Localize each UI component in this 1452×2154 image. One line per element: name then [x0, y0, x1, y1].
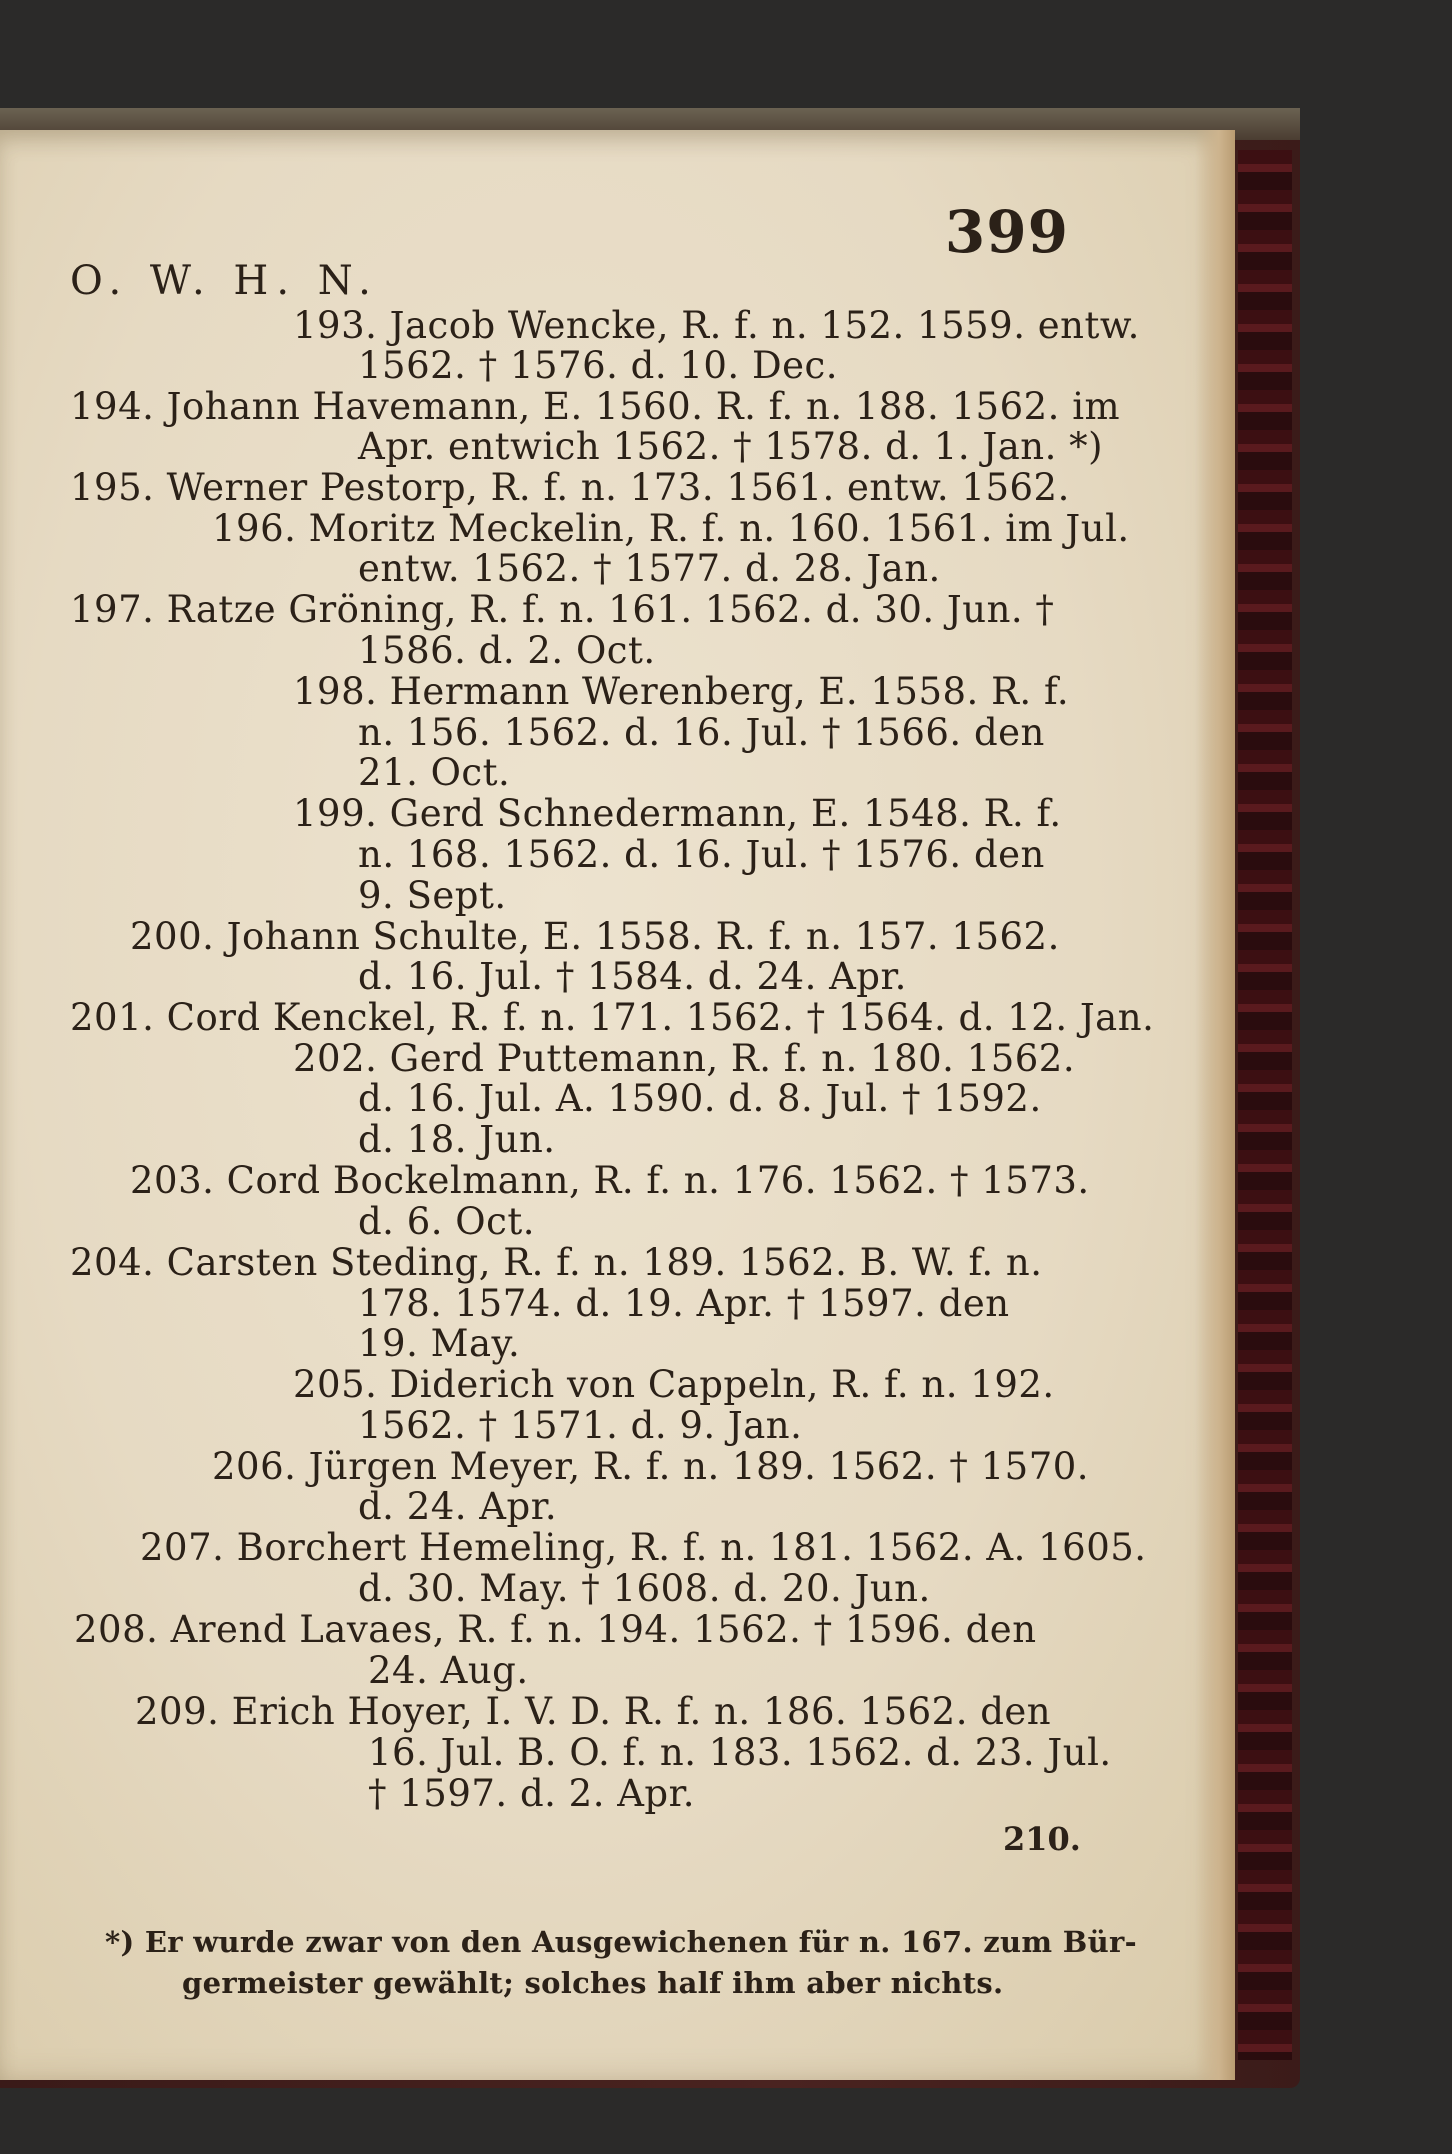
entry-line: Apr. entwich 1562. † 1578. d. 1. Jan. *)	[358, 425, 1104, 468]
entry-line: 206. Jürgen Meyer, R. f. n. 189. 1562. † 1570.	[212, 1445, 1090, 1488]
entry-line: † 1597. d. 2. Apr.	[368, 1772, 696, 1815]
entry-line: d. 16. Jul. † 1584. d. 24. Apr.	[358, 955, 907, 998]
entry-line: entw. 1562. † 1577. d. 28. Jan.	[358, 547, 941, 590]
entry-line: 209. Erich Hoyer, I. V. D. R. f. n. 186. 1562. den	[135, 1690, 1052, 1733]
entry-line: d. 24. Apr.	[358, 1485, 558, 1528]
entry-line: 19. May.	[358, 1322, 521, 1365]
entry-line: 1586. d. 2. Oct.	[358, 629, 656, 672]
entry-line: 16. Jul. B. O. f. n. 183. 1562. d. 23. Jul.	[368, 1731, 1112, 1774]
entry-line: 205. Diderich von Cappeln, R. f. n. 192.	[293, 1363, 1055, 1406]
entry-line: 197. Ratze Gröning, R. f. n. 161. 1562. d. 30. Jun. †	[70, 588, 1055, 631]
entry-line: 204. Carsten Steding, R. f. n. 189. 1562. B. W. f. n.	[70, 1241, 1043, 1284]
page-edge-shadow	[1195, 130, 1235, 2080]
footnote-line: germeister gewählt; solches half ihm aber nichts.	[182, 1966, 1004, 2000]
entry-line: 208. Arend Lavaes, R. f. n. 194. 1562. † 1596. den	[74, 1608, 1037, 1651]
marbled-edge	[1238, 150, 1292, 2060]
section-heading: O. W. H. N.	[70, 258, 379, 304]
entry-line: 194. Johann Havemann, E. 1560. R. f. n. 188. 1562. im	[70, 385, 1121, 428]
entry-line: d. 18. Jun.	[358, 1118, 556, 1161]
entry-line: 24. Aug.	[368, 1649, 529, 1692]
entry-line: 195. Werner Pestorp, R. f. n. 173. 1561. entw. 1562.	[70, 466, 1070, 509]
entry-line: d. 6. Oct.	[358, 1200, 535, 1243]
entry-line: 200. Johann Schulte, E. 1558. R. f. n. 157. 1562.	[130, 915, 1060, 958]
catchword: 210.	[1003, 1820, 1081, 1858]
entry-line: 203. Cord Bockelmann, R. f. n. 176. 1562. † 1573.	[130, 1159, 1090, 1202]
entry-line: 202. Gerd Puttemann, R. f. n. 180. 1562.	[293, 1037, 1076, 1080]
entry-line: n. 156. 1562. d. 16. Jul. † 1566. den	[358, 711, 1045, 754]
footnote-line: *) Er wurde zwar von den Ausgewichenen für n. 167. zum Bür-	[105, 1925, 1137, 1959]
entry-line: 178. 1574. d. 19. Apr. † 1597. den	[358, 1282, 1010, 1325]
entry-line: 196. Moritz Meckelin, R. f. n. 160. 1561. im Jul.	[212, 507, 1130, 550]
entry-line: 207. Borchert Hemeling, R. f. n. 181. 1562. A. 1605.	[140, 1526, 1147, 1569]
entry-line: d. 30. May. † 1608. d. 20. Jun.	[358, 1567, 931, 1610]
entry-line: 201. Cord Kenckel, R. f. n. 171. 1562. † 1564. d. 12. Jan.	[70, 996, 1155, 1039]
entry-line: 9. Sept.	[358, 874, 507, 917]
entry-line: n. 168. 1562. d. 16. Jul. † 1576. den	[358, 833, 1045, 876]
entry-line: 21. Oct.	[358, 751, 511, 794]
entry-line: 199. Gerd Schnedermann, E. 1548. R. f.	[293, 792, 1062, 835]
entry-line: 198. Hermann Werenberg, E. 1558. R. f.	[293, 670, 1070, 713]
entry-line: 1562. † 1576. d. 10. Dec.	[358, 344, 838, 387]
entry-line: 193. Jacob Wencke, R. f. n. 152. 1559. entw.	[293, 304, 1140, 347]
entry-line: d. 16. Jul. A. 1590. d. 8. Jul. † 1592.	[358, 1077, 1042, 1120]
page-number: 399	[944, 198, 1069, 266]
entry-line: 1562. † 1571. d. 9. Jan.	[358, 1404, 803, 1447]
